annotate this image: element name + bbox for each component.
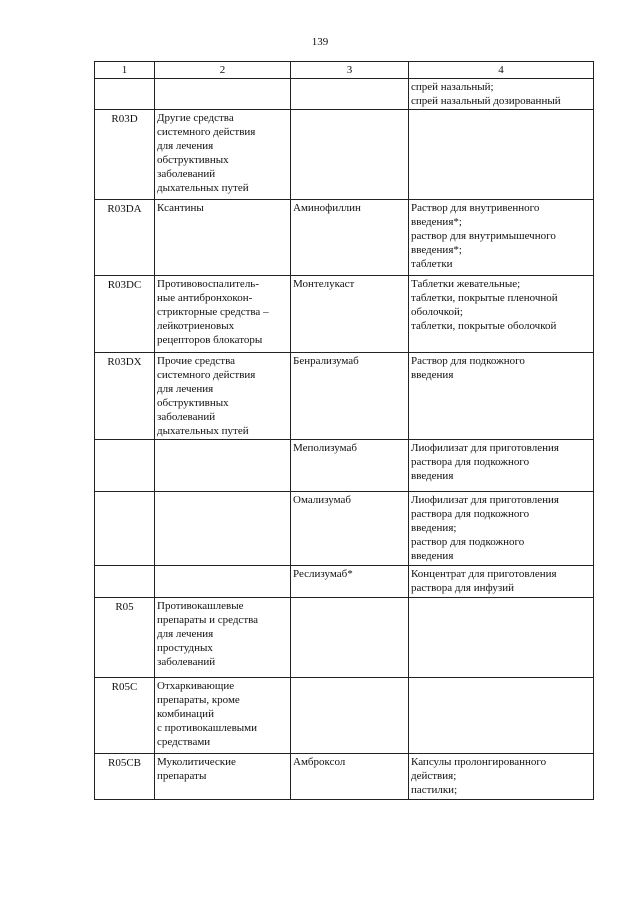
drug-name-cell: Меполизумаб bbox=[291, 440, 409, 492]
group-name-cell bbox=[155, 598, 291, 678]
group-name-cell bbox=[155, 440, 291, 492]
dosage-forms-cell bbox=[409, 754, 594, 800]
group-name-line: Противокашлевые bbox=[157, 600, 244, 612]
atc-code-cell bbox=[95, 79, 155, 110]
dosage-form-line: Раствор для подкожного bbox=[411, 355, 525, 367]
group-name-line: для лечения bbox=[157, 140, 214, 152]
dosage-forms-cell bbox=[409, 79, 594, 110]
group-name-line: комбинаций bbox=[157, 708, 214, 720]
table-row bbox=[95, 200, 594, 276]
table-row bbox=[95, 754, 594, 800]
dosage-forms-cell bbox=[409, 353, 594, 440]
dosage-form-line: раствор для подкожного bbox=[411, 536, 525, 548]
table-row bbox=[95, 566, 594, 598]
table-row bbox=[95, 79, 594, 110]
group-name-cell bbox=[155, 754, 291, 800]
drug-name-cell: Амброксол bbox=[291, 754, 409, 800]
group-name-line: Муколитические bbox=[157, 756, 236, 768]
dosage-form-line: пастилки; bbox=[411, 784, 458, 796]
drug-name-cell: Омализумаб bbox=[291, 492, 409, 566]
dosage-forms-cell bbox=[409, 492, 594, 566]
group-name-line: для лечения bbox=[157, 383, 214, 395]
atc-code-cell: R05C bbox=[95, 678, 155, 754]
dosage-form-line: Концентрат для приготовления bbox=[411, 568, 557, 580]
dosage-form-line: Капсулы пролонгированного bbox=[411, 756, 547, 768]
group-name-line: с противокашлевыми bbox=[157, 722, 258, 734]
dosage-form-line: введения; bbox=[411, 522, 457, 534]
group-name-line: для лечения bbox=[157, 628, 214, 640]
group-name-line: стрикторные средства – bbox=[157, 306, 269, 318]
drug-name-cell: Реслизумаб* bbox=[291, 566, 409, 598]
group-name-line: Другие средства bbox=[157, 112, 234, 124]
group-name-cell bbox=[155, 566, 291, 598]
drug-name-cell bbox=[291, 598, 409, 678]
group-name-line: рецепторов блокаторы bbox=[157, 334, 263, 346]
header-row bbox=[95, 62, 594, 79]
dosage-forms-cell bbox=[409, 598, 594, 678]
group-name-line: заболеваний bbox=[157, 411, 216, 423]
atc-code-cell: R03DA bbox=[95, 200, 155, 276]
dosage-form-line: таблетки, покрытые оболочкой bbox=[411, 320, 557, 332]
dosage-form-line: введения bbox=[411, 550, 454, 562]
dosage-form-line: таблетки bbox=[411, 258, 453, 270]
group-name-line: обструктивных bbox=[157, 397, 229, 409]
group-name-cell bbox=[155, 79, 291, 110]
group-name-line: системного действия bbox=[157, 126, 256, 138]
dosage-forms-cell bbox=[409, 440, 594, 492]
group-name-line: Отхаркивающие bbox=[157, 680, 235, 692]
group-name-line: системного действия bbox=[157, 369, 256, 381]
group-name-cell bbox=[155, 276, 291, 353]
header-col-1: 1 bbox=[95, 62, 155, 79]
dosage-form-line: Лиофилизат для приготовления bbox=[411, 494, 559, 506]
group-name-cell bbox=[155, 200, 291, 276]
group-name-line: обструктивных bbox=[157, 154, 229, 166]
atc-code-cell: R03DC bbox=[95, 276, 155, 353]
group-name-line: заболеваний bbox=[157, 168, 216, 180]
group-name-line: Ксантины bbox=[157, 202, 204, 214]
drug-name-cell bbox=[291, 678, 409, 754]
dosage-forms-cell bbox=[409, 678, 594, 754]
dosage-form-line: введения bbox=[411, 470, 454, 482]
group-name-line: Противовоспалитель- bbox=[157, 278, 259, 290]
group-name-line: лейкотриеновых bbox=[157, 320, 235, 332]
drug-name-cell: Монтелукаст bbox=[291, 276, 409, 353]
table-row bbox=[95, 276, 594, 353]
group-name-line: простудных bbox=[157, 642, 213, 654]
table-row bbox=[95, 110, 594, 200]
group-name-line: дыхательных путей bbox=[157, 425, 249, 437]
atc-code-cell: R05 bbox=[95, 598, 155, 678]
group-name-cell bbox=[155, 492, 291, 566]
group-name-line: средствами bbox=[157, 736, 211, 748]
dosage-form-line: раствора для подкожного bbox=[411, 508, 530, 520]
drug-name-cell: Аминофиллин bbox=[291, 200, 409, 276]
table-row bbox=[95, 353, 594, 440]
dosage-form-line: раствора для подкожного bbox=[411, 456, 530, 468]
dosage-form-line: спрей назальный; bbox=[411, 81, 494, 93]
dosage-form-line: раствор для внутримышечного bbox=[411, 230, 556, 242]
dosage-forms-cell bbox=[409, 276, 594, 353]
table-row bbox=[95, 678, 594, 754]
dosage-form-line: введения bbox=[411, 369, 454, 381]
drug-table bbox=[94, 61, 594, 800]
group-name-line: заболеваний bbox=[157, 656, 216, 668]
dosage-forms-cell bbox=[409, 200, 594, 276]
drug-name-cell bbox=[291, 110, 409, 200]
group-name-cell bbox=[155, 353, 291, 440]
table-row bbox=[95, 440, 594, 492]
atc-code-cell bbox=[95, 492, 155, 566]
group-name-cell bbox=[155, 678, 291, 754]
group-name-line: препараты и средства bbox=[157, 614, 259, 626]
group-name-line: препараты, кроме bbox=[157, 694, 240, 706]
header-col-4: 4 bbox=[409, 62, 594, 79]
dosage-form-line: введения*; bbox=[411, 244, 462, 256]
dosage-forms-cell bbox=[409, 566, 594, 598]
group-name-line: ные антибронхокон- bbox=[157, 292, 253, 304]
dosage-form-line: спрей назальный дозированный bbox=[411, 95, 561, 107]
dosage-form-line: таблетки, покрытые пленочной bbox=[411, 292, 558, 304]
dosage-form-line: введения*; bbox=[411, 216, 462, 228]
group-name-line: Прочие средства bbox=[157, 355, 236, 367]
group-name-line: препараты bbox=[157, 770, 207, 782]
atc-code-cell bbox=[95, 566, 155, 598]
drug-name-cell: Бенрализумаб bbox=[291, 353, 409, 440]
page-number: 139 bbox=[311, 36, 329, 48]
dosage-form-line: раствора для инфузий bbox=[411, 582, 514, 594]
table-row bbox=[95, 492, 594, 566]
header-col-3: 3 bbox=[291, 62, 409, 79]
drug-name-cell bbox=[291, 79, 409, 110]
atc-code-cell: R03DX bbox=[95, 353, 155, 440]
group-name-line: дыхательных путей bbox=[157, 182, 249, 194]
dosage-form-line: Раствор для внутривенного bbox=[411, 202, 540, 214]
dosage-form-line: Таблетки жевательные; bbox=[411, 278, 521, 290]
dosage-forms-cell bbox=[409, 110, 594, 200]
dosage-form-line: действия; bbox=[411, 770, 457, 782]
header-col-2: 2 bbox=[155, 62, 291, 79]
atc-code-cell bbox=[95, 440, 155, 492]
atc-code-cell: R05CB bbox=[95, 754, 155, 800]
group-name-cell bbox=[155, 110, 291, 200]
table-row bbox=[95, 598, 594, 678]
atc-code-cell: R03D bbox=[95, 110, 155, 200]
dosage-form-line: оболочкой; bbox=[411, 306, 463, 318]
dosage-form-line: Лиофилизат для приготовления bbox=[411, 442, 559, 454]
